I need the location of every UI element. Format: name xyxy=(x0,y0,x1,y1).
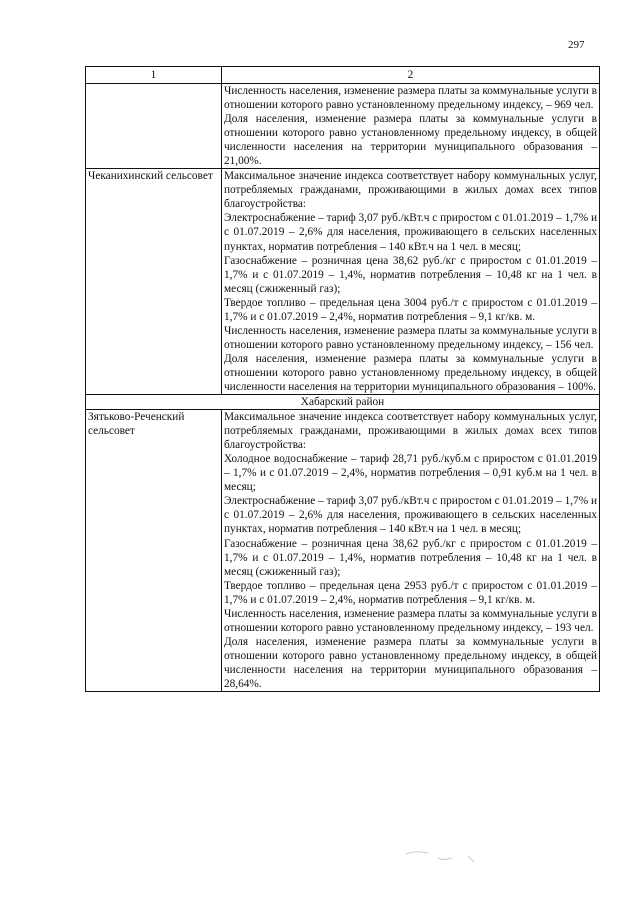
column-header-1: 1 xyxy=(86,67,222,84)
scan-artifact-mark xyxy=(398,846,488,866)
indicator-text xyxy=(222,410,600,692)
paragraph: Газоснабжение – розничная цена 38,62 руб./кг с приростом с 01.01.2019 – 1,7% и с 01.07.2019 – 1,4%, норматив потребления – 10,48 кг на 1 чел. в месяц (сжиженный газ); xyxy=(224,537,597,578)
paragraph: Доля населения, изменение размера платы за коммунальные услуги в отношении которого равно установленному предельному индексу, в общей численности населения на территории муниципального образования – 100%. xyxy=(224,352,597,393)
paragraph: Численность населения, изменение размера платы за коммунальные услуги в отношении которого равно установленному предельному индексу, – 156 чел. xyxy=(224,324,597,351)
paragraph: Электроснабжение – тариф 3,07 руб./кВт.ч с приростом с 01.01.2019 – 1,7% и с 01.07.2019 – 2,6% для населения, проживающего в сельских населенных пунктах, норматив потребления – 140 кВт.ч на 1 чел. в месяц; xyxy=(224,495,597,536)
table-row xyxy=(86,84,600,169)
paragraph: Газоснабжение – розничная цена 38,62 руб./кг с приростом с 01.01.2019 – 1,7% и с 01.07.2019 – 1,4%, норматив потребления – 10,48 кг на 1 чел. в месяц (сжиженный газ); xyxy=(224,254,597,295)
region-row xyxy=(86,395,600,410)
municipality-name xyxy=(86,84,222,169)
paragraph: Твердое топливо – предельная цена 3004 руб./т с приростом с 01.01.2019 – 1,7% и с 01.07.2019 – 2,4%, норматив потребления – 9,1 кг/кв. м. xyxy=(224,296,597,323)
paragraph: Доля населения, изменение размера платы за коммунальные услуги в отношении которого равно установленному предельному индексу, в общей численности населения на территории муниципального образования – 21,00%. xyxy=(224,113,597,168)
column-header-2: 2 xyxy=(222,67,600,84)
municipality-name: Зятьково-Реченский сельсовет xyxy=(86,410,222,692)
tariff-table xyxy=(85,66,600,692)
paragraph: Численность населения, изменение размера платы за коммунальные услуги в отношении которого равно установленному предельному индексу, – 193 чел. xyxy=(224,607,597,634)
indicator-text xyxy=(222,169,600,395)
paragraph: Максимальное значение индекса соответствует набору коммунальных услуг, потребляемых гражданами, проживающими в жилых домах всех типов благоустройства: xyxy=(224,170,597,211)
paragraph: Максимальное значение индекса соответствует набору коммунальных услуг, потребляемых гражданами, проживающими в жилых домах всех типов благоустройства: xyxy=(224,411,597,452)
region-title: Хабарский район xyxy=(86,395,600,410)
table-row xyxy=(86,169,600,395)
header-row xyxy=(86,67,600,84)
paragraph: Доля населения, изменение размера платы за коммунальные услуги в отношении которого равно установленному предельному индексу, в общей численности населения на территории муниципального образования – 28,64%. xyxy=(224,635,597,690)
indicator-text xyxy=(222,84,600,169)
paragraph: Холодное водоснабжение – тариф 28,71 руб./куб.м с приростом с 01.01.2019 – 1,7% и с 01.07.2019 – 2,4%, норматив потребления – 0,91 куб.м на 1 чел. в месяц; xyxy=(224,453,597,494)
paragraph: Численность населения, изменение размера платы за коммунальные услуги в отношении которого равно установленному предельному индексу, – 969 чел. xyxy=(224,85,597,112)
paragraph: Электроснабжение – тариф 3,07 руб./кВт.ч с приростом с 01.01.2019 – 1,7% и с 01.07.2019 – 2,6% для населения, проживающего в сельских населенных пунктах, норматив потребления – 140 кВт.ч на 1 чел. в месяц; xyxy=(224,212,597,253)
municipality-name: Чеканихинский сельсовет xyxy=(86,169,222,395)
paragraph: Твердое топливо – предельная цена 2953 руб./т с приростом с 01.01.2019 – 1,7% и с 01.07.2019 – 2,4%, норматив потребления – 9,1 кг/кв. м. xyxy=(224,579,597,606)
page-number: 297 xyxy=(568,39,585,51)
table-row xyxy=(86,410,600,692)
